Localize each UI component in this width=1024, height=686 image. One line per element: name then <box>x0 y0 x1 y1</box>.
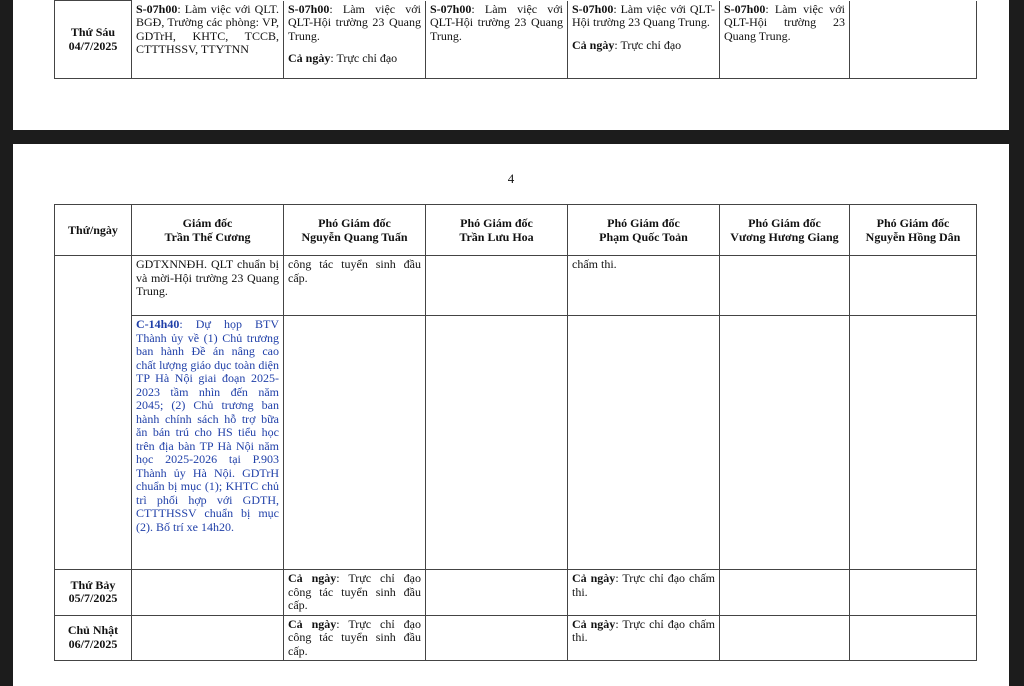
schedule-cell: Cả ngày: Trực chỉ đạo công tác tuyển sinh đầu cấp. <box>284 570 426 616</box>
header-deputy-5: Phó Giám đốc Nguyễn Hồng Dân <box>850 205 977 256</box>
schedule-cell: chấm thi. <box>568 256 720 316</box>
schedule-table-continued <box>54 0 977 79</box>
schedule-cell-meeting: C-14h40: Dự họp BTV Thành ủy về (1) Chủ trương ban hành Đề án nâng cao chất lượng giáo dục toàn diện TP Hà Nội giai đoạn 2025-2023 tầm nhìn đến năm 2045; (2) Chủ trương ban hành chính sách hỗ trợ bữa ăn bán trú cho HS tiểu học trên địa bàn TP Hà Nội năm học 2025-2026 tại P.903 Thành ủy Hà Nội. GDTrH chuẩn bị mục (1); KHTC chủ trì phối hợp với GDTH, CTTTHSSV chuẩn bị mục (2). Bố trí xe 14h20. <box>132 316 284 570</box>
schedule-cell <box>132 615 284 661</box>
schedule-cell <box>720 615 850 661</box>
schedule-cell <box>850 316 977 570</box>
table-header-row <box>55 205 977 256</box>
schedule-cell <box>426 256 568 316</box>
schedule-cell <box>568 316 720 570</box>
day-cell <box>55 1 132 79</box>
schedule-cell <box>720 570 850 616</box>
day-cell: Chủ Nhật 06/7/2025 <box>55 615 132 661</box>
schedule-cell <box>284 316 426 570</box>
table-row-friday <box>55 1 977 79</box>
header-deputy-3: Phó Giám đốc Phạm Quốc Toản <box>568 205 720 256</box>
schedule-cell: Cả ngày: Trực chỉ đạo chấm thi. <box>568 570 720 616</box>
schedule-cell: S-07h00: Làm việc với QLT-Hội trường 23 Quang Trung. <box>426 1 568 79</box>
day-date: 04/7/2025 <box>68 38 118 53</box>
schedule-cell: Cả ngày: Trực chỉ đạo chấm thi. <box>568 615 720 661</box>
schedule-cell: S-07h00: Làm việc với QLT-Hội trường 23 Quang Trung. Cả ngày: Trực chỉ đạo <box>568 1 720 79</box>
schedule-cell <box>850 570 977 616</box>
schedule-cell <box>132 570 284 616</box>
document-page-4 <box>13 144 1009 686</box>
schedule-table <box>54 204 977 661</box>
table-row <box>55 316 977 570</box>
header-deputy-2: Phó Giám đốc Trần Lưu Hoa <box>426 205 568 256</box>
schedule-cell <box>850 256 977 316</box>
schedule-cell: GDTXNNĐH. QLT chuẩn bị và mời-Hội trường 23 Quang Trung. <box>132 256 284 316</box>
schedule-cell: S-07h00: Làm việc với QLT-Hội trường 23 Quang Trung. Cả ngày: Trực chỉ đạo <box>284 1 426 79</box>
document-page-3 <box>13 0 1009 130</box>
header-deputy-4: Phó Giám đốc Vương Hương Giang <box>720 205 850 256</box>
schedule-cell: S-07h00: Làm việc với QLT. BGĐ, Trường các phòng: VP, GDTrH, KHTC, TCCB, CTTTHSSV, TTYTNN <box>132 1 284 79</box>
schedule-cell <box>850 1 977 79</box>
day-cell <box>55 256 132 570</box>
table-row-sunday <box>55 615 977 661</box>
header-deputy-1: Phó Giám đốc Nguyễn Quang Tuấn <box>284 205 426 256</box>
page-number: 4 <box>507 171 515 186</box>
schedule-cell <box>850 615 977 661</box>
schedule-cell: S-07h00: Làm việc với QLT-Hội trường 23 Quang Trung. <box>720 1 850 79</box>
schedule-cell <box>720 316 850 570</box>
schedule-cell <box>720 256 850 316</box>
schedule-cell: công tác tuyển sinh đầu cấp. <box>284 256 426 316</box>
table-row-saturday <box>55 570 977 616</box>
header-day: Thứ/ngày <box>55 205 132 256</box>
schedule-cell: Cả ngày: Trực chỉ đạo công tác tuyển sinh đầu cấp. <box>284 615 426 661</box>
table-row <box>55 256 977 316</box>
schedule-cell <box>426 570 568 616</box>
schedule-cell <box>426 615 568 661</box>
header-director: Giám đốc Trần Thế Cương <box>132 205 284 256</box>
day-cell: Thứ Bảy 05/7/2025 <box>55 570 132 616</box>
day-name: Thứ Sáu <box>70 25 116 39</box>
schedule-cell <box>426 316 568 570</box>
